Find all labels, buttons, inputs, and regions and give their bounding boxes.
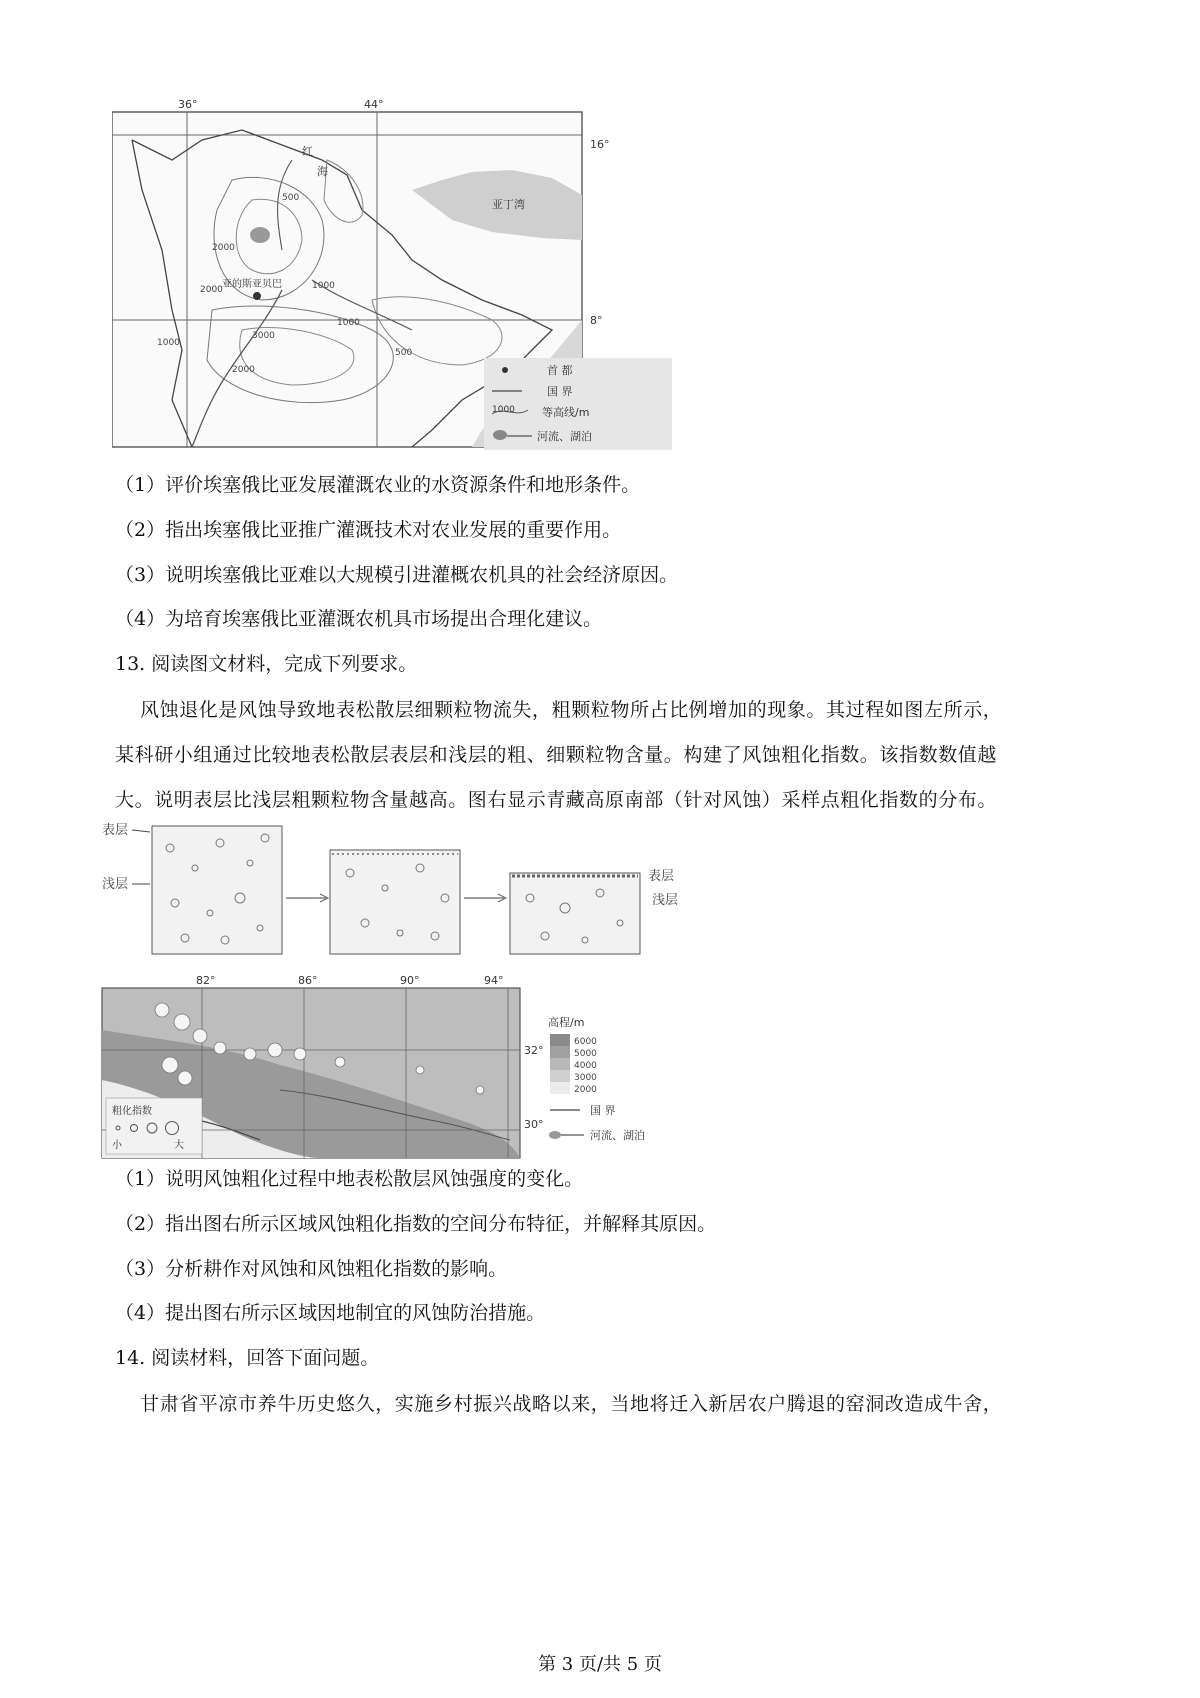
label-shallow: 浅层 bbox=[102, 877, 129, 892]
place-label: 红 bbox=[302, 145, 313, 158]
label-surface-right: 表层 bbox=[648, 869, 675, 884]
lake-icon bbox=[549, 1131, 561, 1139]
coarse-large: 大 bbox=[174, 1140, 184, 1151]
contour-label: 3000 bbox=[252, 331, 275, 341]
elev-value: 2000 bbox=[574, 1085, 597, 1095]
contour-label: 1000 bbox=[337, 318, 360, 328]
lon-label: 94° bbox=[484, 974, 504, 987]
contour-label: 2000 bbox=[232, 365, 255, 375]
lon-label: 90° bbox=[400, 974, 420, 987]
lon-label: 86° bbox=[298, 974, 318, 987]
q14-title: 14. 阅读材料，回答下面问题。 bbox=[115, 1347, 380, 1369]
legend-contour-value: 1000 bbox=[492, 405, 515, 415]
lat-label: 16° bbox=[590, 138, 610, 151]
q12-item-3: （3）说明埃塞俄比亚难以大规模引进灌概农机具的社会经济原因。 bbox=[115, 564, 679, 586]
q13-para-line: 某科研小组通过比较地表松散层表层和浅层的粗、细颗粒物含量。构建了风蚀粗化指数。该指数数值越 bbox=[115, 744, 998, 766]
place-label: 海 bbox=[317, 165, 328, 178]
capital-icon bbox=[502, 367, 508, 373]
q13-para-line: 风蚀退化是风蚀导致地表松散层细颗粒物流失，粗颗粒物所占比例增加的现象。其过程如图左所示， bbox=[140, 699, 1003, 721]
elev-value: 5000 bbox=[574, 1049, 597, 1059]
elev-value: 4000 bbox=[574, 1061, 597, 1071]
lake-icon bbox=[493, 430, 507, 440]
q14-para: 甘肃省平凉市养牛历史悠久，实施乡村振兴战略以来，当地将迁入新居农户腾退的窑洞改造成牛舍， bbox=[140, 1393, 1003, 1415]
lon-label: 44° bbox=[364, 100, 384, 111]
q12-item-1: （1）评价埃塞俄比亚发展灌溉农业的水资源条件和地形条件。 bbox=[115, 474, 641, 496]
contour-label: 1000 bbox=[157, 338, 180, 348]
label-surface: 表层 bbox=[102, 823, 129, 838]
place-label: 亚的斯亚贝巴 bbox=[222, 279, 282, 290]
contour-label: 500 bbox=[395, 348, 413, 358]
elev-value: 6000 bbox=[574, 1037, 597, 1047]
contour-label: 2000 bbox=[212, 243, 235, 253]
coarse-small: 小 bbox=[112, 1140, 122, 1151]
lat-label: 32° bbox=[524, 1044, 544, 1057]
legend-border: 国 界 bbox=[547, 385, 573, 398]
legend-capital: 首 都 bbox=[547, 364, 573, 377]
legend-contour: 等高线/m bbox=[542, 406, 590, 419]
q13-item-2: （2）指出图右所示区域风蚀粗化指数的空间分布特征，并解释其原因。 bbox=[115, 1213, 717, 1235]
elev-title: 高程/m bbox=[548, 1016, 585, 1029]
q13-item-1: （1）说明风蚀粗化过程中地表松散层风蚀强度的变化。 bbox=[115, 1168, 584, 1190]
lon-label: 82° bbox=[196, 974, 216, 987]
label-shallow-right: 浅层 bbox=[652, 893, 679, 908]
legend-border: 国 界 bbox=[590, 1104, 616, 1117]
place-label: 亚丁湾 bbox=[492, 198, 525, 211]
lon-label: 36° bbox=[178, 100, 198, 111]
contour-label: 1000 bbox=[312, 281, 335, 291]
legend-river: 河流、湖泊 bbox=[537, 430, 592, 443]
q13-item-3: （3）分析耕作对风蚀和风蚀粗化指数的影响。 bbox=[115, 1258, 508, 1280]
elev-value: 3000 bbox=[574, 1073, 597, 1083]
q12-item-4: （4）为培育埃塞俄比亚灌溉农机具市场提出合理化建议。 bbox=[115, 608, 603, 630]
page-footer: 第 3 页/共 5 页 bbox=[538, 1654, 662, 1675]
lat-label: 8° bbox=[590, 314, 603, 327]
ethiopia-map bbox=[112, 100, 672, 450]
q13-para-line: 大。说明表层比浅层粗颗粒物含量越高。图右显示青藏高原南部（针对风蚀）采样点粗化指数的分布。 bbox=[115, 789, 998, 811]
legend-river: 河流、湖泊 bbox=[590, 1129, 645, 1142]
coarse-legend-title: 粗化指数 bbox=[112, 1106, 152, 1117]
contour-label: 500 bbox=[282, 193, 300, 203]
contour-label: 2000 bbox=[200, 285, 223, 295]
q12-item-2: （2）指出埃塞俄比亚推广灌溉技术对农业发展的重要作用。 bbox=[115, 519, 622, 541]
q13-item-4: （4）提出图右所示区域因地制宜的风蚀防治措施。 bbox=[115, 1302, 546, 1324]
q13-title: 13. 阅读图文材料，完成下列要求。 bbox=[115, 653, 418, 675]
lat-label: 30° bbox=[524, 1118, 544, 1131]
tibet-map bbox=[100, 970, 740, 1162]
erosion-process-figure bbox=[100, 818, 740, 958]
